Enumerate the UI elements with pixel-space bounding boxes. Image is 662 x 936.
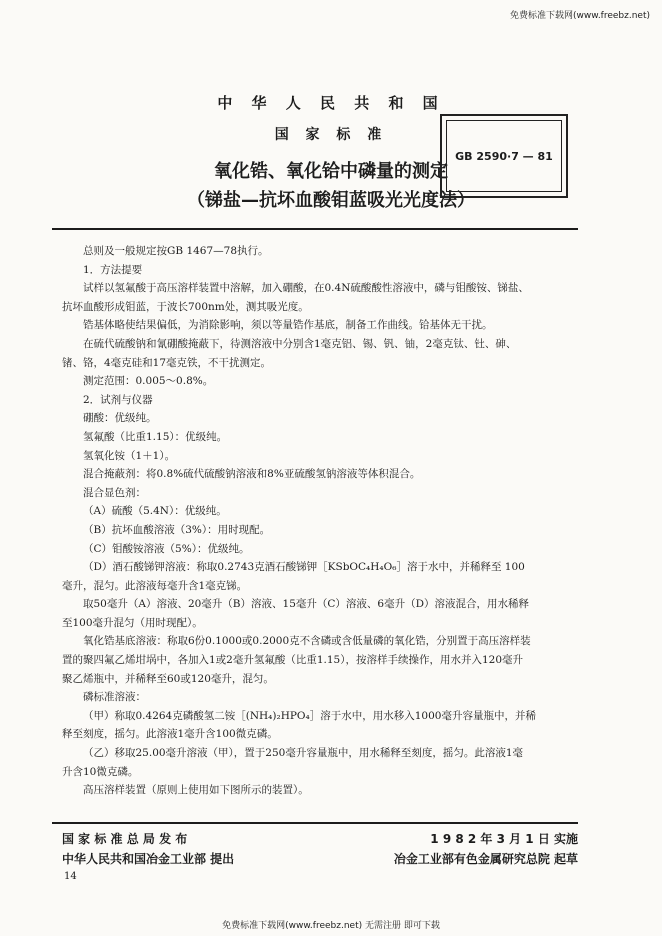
reagent-item: 硼酸：优级纯。	[83, 412, 157, 425]
reagent-subitem: （D）酒石酸锑钾溶液：称取0.2743克酒石酸锑钾［KSbOC₄H₄O₆］溶于水中，并稀释至 100	[83, 561, 525, 574]
proposer: 中华人民共和国冶金工业部 提出	[62, 852, 235, 866]
section-heading-principle: 1．方法提要	[83, 263, 143, 276]
watermark-bottom: 免费标准下载网(www.freebz.net) 无需注册 即可下载	[222, 921, 440, 931]
header-divider	[52, 228, 578, 230]
reagent-subitem: （C）钼酸铵溶液（5%）：优级纯。	[83, 542, 250, 555]
reagent-item: 氢氧化铵（1＋1）。	[83, 449, 176, 462]
reagent-item: 混合掩蔽剂：将0.8%硫代硫酸钠溶液和8%亚硫酸氢钠溶液等体积混合。	[83, 468, 421, 481]
reagent-subitem: （乙）移取25.00毫升溶液（甲），置于250毫升容量瓶中，用水稀释至刻度，摇匀。此溶液1毫	[83, 747, 524, 760]
reagent-item: 混合显色剂：	[83, 486, 146, 499]
document-subtitle: （锑盐—抗坏血酸钼蓝吸光光度法）	[187, 190, 475, 211]
general-rule: 总则及一般规定按GB 1467—78执行。	[83, 245, 269, 257]
paragraph: 锗、铬，4毫克硅和17毫克铁，不干扰测定。	[62, 356, 272, 369]
watermark-top: 免费标准下载网(www.freebz.net)	[510, 11, 650, 21]
paragraph: 置的聚四氟乙烯坩埚中，各加入1或2毫升氢氟酸（比重1.15），按溶样手续操作，用水并入120毫升	[62, 654, 524, 667]
paragraph: 测定范围：0.005～0.8%。	[83, 375, 214, 388]
paragraph: 氧化锆基底溶液：称取6份0.1000或0.2000克不含磷或含低量磷的氧化锆，分别置于高压溶样装	[83, 635, 531, 648]
paragraph: 取50毫升（A）溶液、20毫升（B）溶液、15毫升（C）溶液、6毫升（D）溶液混合，用水稀释	[83, 598, 530, 611]
issuer: 国 家 标 准 总 局 发 布	[62, 832, 188, 846]
effective-date: 1 9 8 2 年 3 月 1 日 实施	[430, 832, 578, 846]
paragraph: 锆基体略使结果偏低，为消除影响，须以等量锆作基底，制备工作曲线。铪基体无干扰。	[83, 319, 493, 332]
drafter: 冶金工业部有色金属研究总院 起草	[393, 852, 578, 866]
standard-type-heading: 国 家 标 准	[274, 127, 388, 143]
paragraph: 试样以氢氟酸于高压溶样装置中溶解，加入硼酸，在0.4N硫酸酸性溶液中，磷与钼酸铵、锑盐、	[83, 282, 529, 295]
paragraph: 聚乙烯瓶中，并稀释至60或120毫升，混匀。	[62, 672, 274, 685]
paragraph: 在硫代硫酸钠和氰硼酸掩蔽下，待测溶液中分别含1毫克铝、锡、钒、铀，2毫克钛、钍、砷、	[83, 337, 517, 350]
footer-divider	[52, 822, 578, 824]
reagent-subitem: （甲）称取0.4264克磷酸氢二铵［(NH₄)₂HPO₄］溶于水中，用水移入1000毫升容量瓶中，并稀	[83, 709, 536, 722]
reagent-item: 氢氟酸（比重1.15）：优级纯。	[83, 430, 228, 443]
reagent-subitem: （A）硫酸（5.4N）：优级纯。	[83, 505, 227, 518]
paragraph: 至100毫升混匀（用时现配）。	[62, 616, 203, 629]
paragraph: 高压溶样装置（原则上使用如下图所示的装置）。	[83, 784, 309, 797]
country-heading: 中 华 人 民 共 和 国	[217, 94, 445, 112]
section-heading-reagents: 2．试剂与仪器	[83, 393, 153, 406]
standard-code-box	[440, 114, 568, 198]
reagent-item: 磷标准溶液：	[83, 691, 146, 704]
paragraph: 抗坏血酸形成钼蓝，于波长700nm处，测其吸光度。	[62, 300, 309, 313]
document-title: 氧化锆、氧化铪中磷量的测定	[214, 161, 448, 182]
reagent-subitem: 升含10微克磷。	[62, 765, 139, 778]
reagent-subitem: 释至刻度，摇匀。此溶液1毫升含100微克磷。	[62, 728, 278, 741]
standard-code: GB 2590·7 — 81	[455, 149, 553, 163]
document-body	[62, 242, 574, 800]
page-number: 14	[64, 871, 77, 882]
reagent-subitem: 毫升，混匀。此溶液每毫升含1毫克锑。	[62, 579, 248, 592]
reagent-subitem: （B）抗坏血酸溶液（3%）：用时现配。	[83, 523, 271, 536]
